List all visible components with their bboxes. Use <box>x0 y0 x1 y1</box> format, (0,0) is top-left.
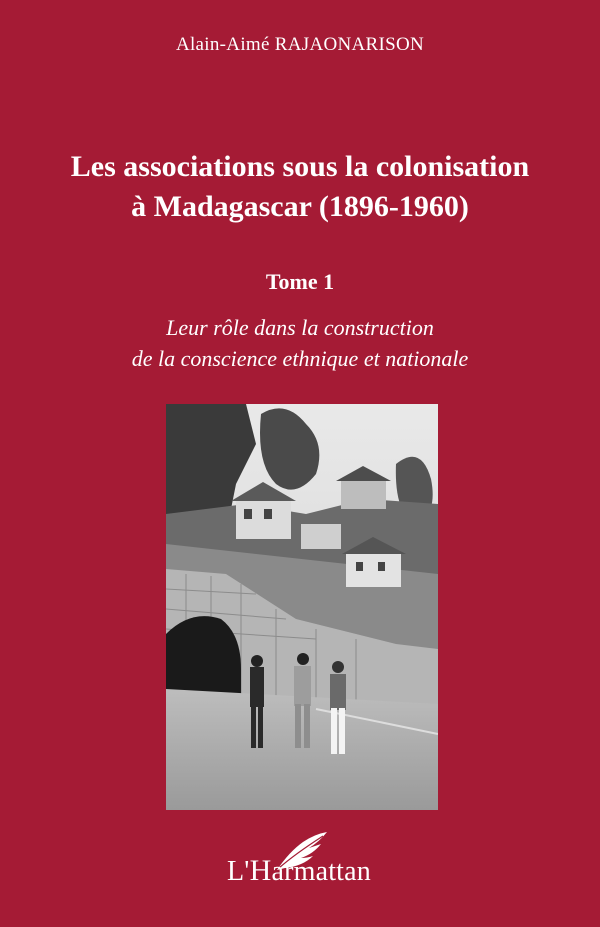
publisher-rest: armattan <box>271 856 371 887</box>
author-name: Alain-Aimé RAJAONARISON <box>175 34 425 55</box>
photograph-illustration <box>166 404 438 810</box>
book-title <box>0 147 600 227</box>
volume-label: Tome 1 <box>265 269 335 294</box>
title-line-1: Les associations sous la colonisation <box>70 150 530 183</box>
publisher-initial: H <box>249 854 272 887</box>
subtitle-line-1: Leur rôle dans la construction <box>166 315 434 340</box>
book-subtitle <box>0 312 600 374</box>
publisher-name <box>227 854 371 888</box>
publisher-logo <box>227 832 387 894</box>
title-line-2: à Madagascar (1896-1960) <box>131 190 469 223</box>
subtitle-line-2: de la conscience ethnique et nationale <box>131 346 469 371</box>
cover-photograph <box>166 404 438 810</box>
publisher-prefix: L' <box>227 856 250 887</box>
